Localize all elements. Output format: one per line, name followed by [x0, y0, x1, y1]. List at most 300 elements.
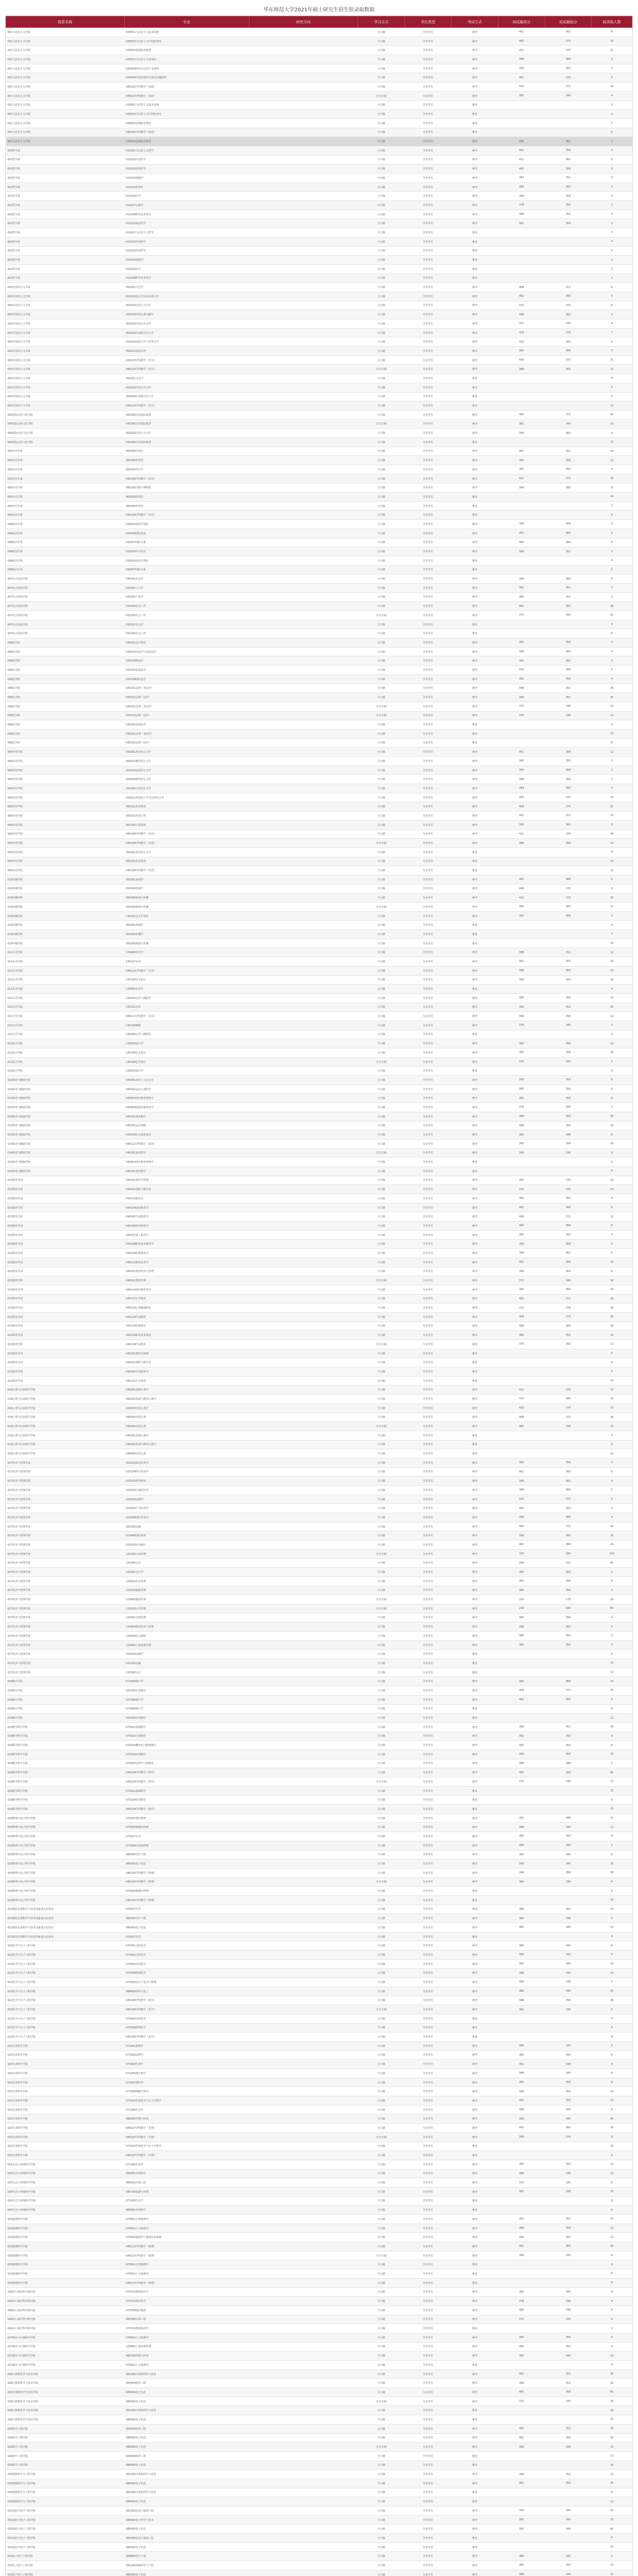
- table-row[interactable]: [6, 1622, 632, 1632]
- table-row[interactable]: [6, 392, 632, 401]
- table-row[interactable]: [6, 82, 632, 92]
- table-row[interactable]: [6, 264, 632, 274]
- table-row[interactable]: [6, 1586, 632, 1595]
- table-row[interactable]: [6, 1012, 632, 1021]
- table-row[interactable]: [6, 2087, 632, 2096]
- table-row[interactable]: [6, 1732, 632, 1741]
- table-row[interactable]: [6, 283, 632, 292]
- table-row[interactable]: [6, 1185, 632, 1194]
- table-row[interactable]: [6, 921, 632, 930]
- table-row[interactable]: [6, 301, 632, 310]
- table-row[interactable]: [6, 1805, 632, 1814]
- table-row[interactable]: [6, 2151, 632, 2160]
- table-row[interactable]: [6, 1048, 632, 1058]
- table-row[interactable]: [6, 2014, 632, 2023]
- table-row[interactable]: [6, 1440, 632, 1449]
- table-row[interactable]: [6, 592, 632, 602]
- table-row[interactable]: [6, 2060, 632, 2069]
- table-row[interactable]: [6, 1722, 632, 1732]
- table-row[interactable]: [6, 1030, 632, 1039]
- table-row[interactable]: [6, 1540, 632, 1550]
- table-row[interactable]: [6, 274, 632, 283]
- table-row[interactable]: [6, 2315, 632, 2324]
- table-row[interactable]: [6, 256, 632, 265]
- table-row[interactable]: [6, 2342, 632, 2351]
- table-row[interactable]: [6, 1786, 632, 1795]
- cell-exam-type: 推免: [451, 2415, 498, 2425]
- table-row[interactable]: [6, 1285, 632, 1294]
- table-row[interactable]: [6, 1258, 632, 1267]
- cell-admitted-count: 30: [592, 1312, 632, 1321]
- table-row[interactable]: [6, 2497, 632, 2506]
- table-row[interactable]: [6, 729, 632, 738]
- column-header-exam-type[interactable]: 考试方式: [451, 16, 498, 28]
- table-row[interactable]: [6, 2397, 632, 2406]
- table-row[interactable]: [6, 1477, 632, 1486]
- table-row[interactable]: [6, 374, 632, 383]
- table-row[interactable]: [6, 793, 632, 802]
- table-row[interactable]: [6, 666, 632, 675]
- table-row[interactable]: [6, 1212, 632, 1222]
- table-row[interactable]: [6, 1568, 632, 1577]
- table-row[interactable]: [6, 993, 632, 1003]
- table-row[interactable]: [6, 2461, 632, 2470]
- table-row[interactable]: [6, 91, 632, 100]
- table-row[interactable]: [6, 1714, 632, 1723]
- table-row[interactable]: [6, 866, 632, 875]
- table-row[interactable]: [6, 55, 632, 64]
- table-row[interactable]: [6, 1704, 632, 1714]
- table-row[interactable]: [6, 365, 632, 374]
- table-row[interactable]: [6, 1312, 632, 1321]
- table-row[interactable]: [6, 2206, 632, 2215]
- table-row[interactable]: [6, 310, 632, 319]
- table-row[interactable]: [6, 1941, 632, 1951]
- table-row[interactable]: [6, 985, 632, 994]
- table-row[interactable]: [6, 1759, 632, 1768]
- table-row[interactable]: [6, 547, 632, 556]
- table-row[interactable]: [6, 711, 632, 720]
- table-row[interactable]: [6, 1895, 632, 1905]
- table-row[interactable]: [6, 1750, 632, 1759]
- table-row[interactable]: [6, 1121, 632, 1130]
- table-row[interactable]: [6, 2552, 632, 2561]
- table-row[interactable]: [6, 1340, 632, 1349]
- table-row[interactable]: [6, 1859, 632, 1869]
- table-row[interactable]: [6, 2251, 632, 2260]
- table-row[interactable]: [6, 857, 632, 866]
- table-row[interactable]: [6, 73, 632, 82]
- table-row[interactable]: [6, 1003, 632, 1012]
- table-row[interactable]: [6, 1413, 632, 1422]
- table-row[interactable]: [6, 1850, 632, 1859]
- table-row[interactable]: [6, 2406, 632, 2415]
- table-row[interactable]: [6, 2023, 632, 2032]
- table-row[interactable]: [6, 2260, 632, 2269]
- table-row[interactable]: [6, 839, 632, 848]
- table-row[interactable]: [6, 2561, 632, 2570]
- table-row[interactable]: [6, 1522, 632, 1531]
- table-row[interactable]: [6, 1841, 632, 1850]
- table-row[interactable]: [6, 611, 632, 620]
- table-row[interactable]: [6, 1449, 632, 1459]
- table-row[interactable]: [6, 1495, 632, 1504]
- table-row[interactable]: [6, 930, 632, 939]
- table-row[interactable]: [6, 1267, 632, 1276]
- table-row[interactable]: [6, 1130, 632, 1140]
- table-row[interactable]: [6, 493, 632, 502]
- table-row[interactable]: [6, 1923, 632, 1933]
- table-row[interactable]: [6, 893, 632, 903]
- table-row[interactable]: [6, 829, 632, 839]
- table-row[interactable]: [6, 1823, 632, 1832]
- table-row[interactable]: [6, 684, 632, 693]
- table-row[interactable]: [6, 1376, 632, 1385]
- table-row[interactable]: [6, 2178, 632, 2188]
- table-row[interactable]: [6, 1795, 632, 1805]
- table-row[interactable]: [6, 1832, 632, 1841]
- table-row[interactable]: [6, 501, 632, 511]
- table-row[interactable]: [6, 538, 632, 547]
- column-header-study-mode[interactable]: 学习方式: [358, 16, 405, 28]
- table-row[interactable]: [6, 875, 632, 884]
- table-row[interactable]: [6, 647, 632, 656]
- table-row[interactable]: [6, 1695, 632, 1704]
- table-row[interactable]: [6, 456, 632, 465]
- table-row[interactable]: [6, 1996, 632, 2005]
- table-row[interactable]: [6, 1139, 632, 1148]
- table-row[interactable]: [6, 966, 632, 975]
- table-row[interactable]: [6, 2333, 632, 2342]
- table-row[interactable]: [6, 155, 632, 164]
- table-row[interactable]: [6, 939, 632, 948]
- table-row[interactable]: [6, 784, 632, 793]
- column-header-admitted-count[interactable]: 拟录取人数: [592, 16, 632, 28]
- table-row[interactable]: [6, 2224, 632, 2233]
- table-row[interactable]: [6, 2543, 632, 2552]
- table-row[interactable]: [6, 2078, 632, 2087]
- table-row[interactable]: [6, 64, 632, 73]
- column-header-direction[interactable]: 研究方向: [249, 16, 358, 28]
- table-row[interactable]: [6, 2114, 632, 2124]
- table-row[interactable]: [6, 848, 632, 857]
- table-row[interactable]: [6, 1403, 632, 1413]
- column-header-major[interactable]: 专业: [124, 16, 249, 28]
- table-row[interactable]: [6, 656, 632, 666]
- table-row[interactable]: [6, 1203, 632, 1212]
- table-row[interactable]: [6, 2351, 632, 2361]
- cell-degree-type: 学术学位: [405, 2105, 451, 2114]
- table-row[interactable]: [6, 1686, 632, 1696]
- table-row[interactable]: [6, 1395, 632, 1404]
- table-row[interactable]: [6, 820, 632, 829]
- table-row[interactable]: [6, 1577, 632, 1586]
- table-row[interactable]: [6, 629, 632, 638]
- table-row[interactable]: [6, 292, 632, 301]
- table-row[interactable]: [6, 748, 632, 757]
- table-row[interactable]: [6, 2242, 632, 2251]
- table-row[interactable]: [6, 347, 632, 356]
- table-row[interactable]: [6, 638, 632, 648]
- table-row[interactable]: [6, 738, 632, 748]
- table-row[interactable]: [6, 419, 632, 429]
- table-row[interactable]: [6, 410, 632, 419]
- table-row[interactable]: [6, 2433, 632, 2443]
- table-row[interactable]: [6, 811, 632, 821]
- table-row[interactable]: [6, 1367, 632, 1377]
- table-row[interactable]: [6, 1640, 632, 1650]
- table-row[interactable]: [6, 1531, 632, 1540]
- table-row[interactable]: [6, 2524, 632, 2534]
- table-row[interactable]: [6, 620, 632, 629]
- table-row[interactable]: [6, 46, 632, 55]
- table-row[interactable]: [6, 2233, 632, 2242]
- table-row[interactable]: [6, 1076, 632, 1085]
- table-row[interactable]: [6, 447, 632, 456]
- table-row[interactable]: [6, 1768, 632, 1777]
- table-row[interactable]: [6, 1877, 632, 1887]
- table-row[interactable]: [6, 2570, 632, 2576]
- table-row[interactable]: [6, 2479, 632, 2488]
- table-row[interactable]: [6, 2506, 632, 2516]
- table-row[interactable]: [6, 2096, 632, 2106]
- table-row[interactable]: [6, 884, 632, 893]
- table-row[interactable]: [6, 210, 632, 219]
- table-row[interactable]: [6, 911, 632, 921]
- table-row[interactable]: [6, 319, 632, 329]
- table-row[interactable]: [6, 100, 632, 110]
- table-row[interactable]: [6, 1431, 632, 1440]
- table-row[interactable]: [6, 37, 632, 46]
- table-row[interactable]: [6, 2105, 632, 2114]
- table-row[interactable]: [6, 2124, 632, 2133]
- table-row[interactable]: [6, 1057, 632, 1066]
- table-row[interactable]: [6, 2488, 632, 2497]
- table-row[interactable]: [6, 1458, 632, 1467]
- table-row[interactable]: [6, 401, 632, 411]
- table-row[interactable]: [6, 2132, 632, 2142]
- table-row[interactable]: [6, 437, 632, 447]
- table-row[interactable]: [6, 1331, 632, 1340]
- table-row[interactable]: [6, 1987, 632, 1996]
- table-row[interactable]: [6, 1358, 632, 1367]
- cell-exam-type: 统考: [451, 1595, 498, 1604]
- table-row[interactable]: [6, 674, 632, 684]
- table-row[interactable]: [6, 429, 632, 438]
- table-row[interactable]: [6, 2005, 632, 2014]
- column-header-department[interactable]: 院系名称: [6, 16, 125, 28]
- table-row[interactable]: [6, 1951, 632, 1960]
- table-row[interactable]: [6, 975, 632, 985]
- table-row[interactable]: [6, 1103, 632, 1112]
- table-row[interactable]: [6, 511, 632, 520]
- table-row[interactable]: [6, 1595, 632, 1604]
- table-row[interactable]: [6, 355, 632, 365]
- table-row[interactable]: [6, 1632, 632, 1641]
- table-row[interactable]: [6, 903, 632, 912]
- table-row[interactable]: [6, 1349, 632, 1358]
- table-row[interactable]: [6, 2369, 632, 2379]
- cell-department: 010传播学院: [6, 930, 125, 939]
- table-row[interactable]: [6, 2160, 632, 2169]
- table-row[interactable]: [6, 1094, 632, 1103]
- table-row[interactable]: [6, 192, 632, 201]
- table-row[interactable]: [6, 583, 632, 592]
- table-row[interactable]: [6, 1978, 632, 1987]
- table-row[interactable]: [6, 529, 632, 538]
- table-row[interactable]: [6, 474, 632, 483]
- table-row[interactable]: [6, 2424, 632, 2433]
- table-row[interactable]: [6, 2169, 632, 2178]
- table-row[interactable]: [6, 237, 632, 246]
- table-row[interactable]: [6, 1066, 632, 1076]
- table-row[interactable]: [6, 2388, 632, 2397]
- table-row[interactable]: [6, 1558, 632, 1568]
- table-row[interactable]: [6, 1422, 632, 1431]
- table-row[interactable]: [6, 1158, 632, 1167]
- table-row[interactable]: [6, 2287, 632, 2297]
- table-row[interactable]: [6, 28, 632, 37]
- table-row[interactable]: [6, 1166, 632, 1176]
- table-row[interactable]: [6, 1467, 632, 1477]
- table-row[interactable]: [6, 766, 632, 775]
- table-row[interactable]: [6, 574, 632, 584]
- table-row[interactable]: [6, 1513, 632, 1522]
- table-row[interactable]: [6, 2069, 632, 2078]
- table-row[interactable]: [6, 174, 632, 183]
- table-row[interactable]: [6, 2041, 632, 2050]
- table-row[interactable]: [6, 1194, 632, 1204]
- table-row[interactable]: [6, 1276, 632, 1285]
- table-row[interactable]: [6, 328, 632, 337]
- table-row[interactable]: [6, 757, 632, 766]
- table-row[interactable]: [6, 1905, 632, 1914]
- table-row[interactable]: [6, 520, 632, 529]
- table-row[interactable]: [6, 2361, 632, 2370]
- table-row[interactable]: [6, 2515, 632, 2524]
- table-row[interactable]: [6, 1176, 632, 1185]
- table-row[interactable]: [6, 1959, 632, 1969]
- table-row[interactable]: [6, 1659, 632, 1668]
- table-row[interactable]: [6, 1230, 632, 1240]
- table-row[interactable]: [6, 1240, 632, 1249]
- table-row[interactable]: [6, 1148, 632, 1158]
- cell-max-score: 398: [498, 1722, 545, 1732]
- table-row[interactable]: [6, 602, 632, 611]
- table-row[interactable]: [6, 2443, 632, 2452]
- table-row[interactable]: [6, 802, 632, 811]
- table-row[interactable]: [6, 201, 632, 210]
- table-row[interactable]: [6, 2050, 632, 2060]
- table-row[interactable]: [6, 2278, 632, 2287]
- table-row[interactable]: [6, 1814, 632, 1823]
- table-row[interactable]: [6, 1112, 632, 1121]
- table-row[interactable]: [6, 1549, 632, 1558]
- table-row[interactable]: [6, 2269, 632, 2279]
- table-row[interactable]: [6, 693, 632, 702]
- table-row[interactable]: [6, 2306, 632, 2315]
- table-row[interactable]: [6, 957, 632, 967]
- table-row[interactable]: [6, 556, 632, 565]
- table-row[interactable]: [6, 1084, 632, 1094]
- table-row[interactable]: [6, 182, 632, 192]
- table-row[interactable]: [6, 1914, 632, 1923]
- table-row[interactable]: [6, 1932, 632, 1941]
- table-row[interactable]: [6, 1385, 632, 1395]
- column-header-degree-type[interactable]: 学位类型: [405, 16, 451, 28]
- table-row[interactable]: [6, 1650, 632, 1659]
- column-header-min-score[interactable]: 初试最低分: [545, 16, 592, 28]
- table-row[interactable]: [6, 775, 632, 784]
- table-row[interactable]: [6, 2324, 632, 2333]
- table-row[interactable]: [6, 1486, 632, 1495]
- table-row[interactable]: [6, 110, 632, 119]
- table-row[interactable]: [6, 702, 632, 711]
- table-row[interactable]: [6, 128, 632, 137]
- table-row[interactable]: [6, 146, 632, 155]
- table-row[interactable]: [6, 1021, 632, 1030]
- table-row[interactable]: [6, 118, 632, 128]
- table-row[interactable]: [6, 137, 632, 146]
- cell-degree-type: 专业学位: [405, 1413, 451, 1422]
- table-row[interactable]: [6, 1604, 632, 1613]
- table-row[interactable]: [6, 2297, 632, 2306]
- table-row[interactable]: [6, 1868, 632, 1877]
- table-row[interactable]: [6, 383, 632, 392]
- table-row[interactable]: [6, 2187, 632, 2196]
- table-row[interactable]: [6, 164, 632, 174]
- table-row[interactable]: [6, 219, 632, 228]
- table-row[interactable]: [6, 2379, 632, 2388]
- table-row[interactable]: [6, 246, 632, 256]
- table-row[interactable]: [6, 1321, 632, 1331]
- table-row[interactable]: [6, 1668, 632, 1677]
- table-row[interactable]: [6, 2415, 632, 2425]
- table-row[interactable]: [6, 2032, 632, 2042]
- cell-direction: [249, 2497, 358, 2506]
- table-row[interactable]: [6, 1294, 632, 1303]
- table-row[interactable]: [6, 2142, 632, 2151]
- table-row[interactable]: [6, 1039, 632, 1048]
- cell-department: 002哲学系: [6, 155, 125, 164]
- table-row[interactable]: [6, 1677, 632, 1686]
- table-row[interactable]: [6, 1613, 632, 1622]
- table-row[interactable]: [6, 2470, 632, 2479]
- table-row[interactable]: [6, 483, 632, 493]
- table-row[interactable]: [6, 2196, 632, 2206]
- table-row[interactable]: [6, 1777, 632, 1787]
- cell-max-score: [498, 1932, 545, 1941]
- table-row[interactable]: [6, 1887, 632, 1896]
- table-row[interactable]: [6, 1969, 632, 1978]
- table-row[interactable]: [6, 228, 632, 238]
- table-row[interactable]: [6, 337, 632, 347]
- table-row[interactable]: [6, 2215, 632, 2224]
- column-header-max-score[interactable]: 初试最高分: [498, 16, 545, 28]
- table-row[interactable]: [6, 1504, 632, 1513]
- table-row[interactable]: [6, 465, 632, 474]
- table-row[interactable]: [6, 948, 632, 957]
- table-row[interactable]: [6, 720, 632, 730]
- table-row[interactable]: [6, 2451, 632, 2461]
- table-row[interactable]: [6, 1249, 632, 1258]
- table-row[interactable]: [6, 2534, 632, 2543]
- table-row[interactable]: [6, 1222, 632, 1231]
- table-row[interactable]: [6, 1303, 632, 1313]
- table-row[interactable]: [6, 565, 632, 574]
- cell-study-mode: 全日制: [358, 328, 405, 337]
- table-row[interactable]: [6, 1741, 632, 1750]
